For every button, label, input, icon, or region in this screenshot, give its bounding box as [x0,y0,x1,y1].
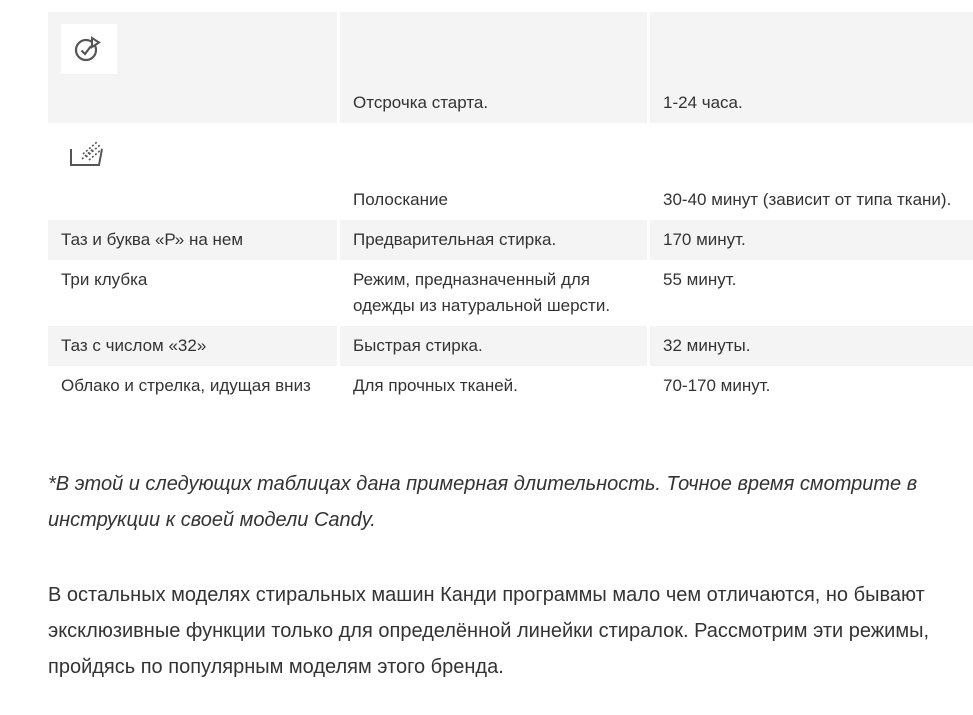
mode-name-cell: Полоскание [340,123,650,220]
table-cell [650,0,973,12]
mode-name-cell: Предварительная стирка. [340,220,650,260]
mode-duration-cell: 55 минут. [650,260,973,326]
wash-modes-table [48,0,973,406]
delay-start-icon [72,34,106,64]
mode-name-cell: Режим, предназначенный для одежды из натуральной шерсти. [340,260,650,326]
wash-modes-table-wrap [48,0,973,406]
mode-duration-cell: 30-40 минут (зависит от типа ткани). [650,123,973,220]
mode-symbol-cell: Облако и стрелка, идущая вниз [48,366,340,406]
mode-duration-cell: 32 минуты. [650,326,973,366]
mode-duration-cell: 170 минут. [650,220,973,260]
table-row [48,366,973,406]
table-cell-icon [48,123,340,220]
rinse-icon [69,139,105,169]
duration-footnote: *В этой и следующих таблицах дана примерная длительность. Точное время смотрите в инструкции к своей модели Candy. [48,473,918,531]
table-row [48,123,973,220]
table-cell-icon [48,12,340,123]
mode-name-cell: Отсрочка старта. [340,12,650,123]
table-row [48,326,973,366]
mode-symbol-cell: Таз и буква «Р» на нем [48,220,340,260]
article-paragraph: В остальных моделях стиральных машин Канди программы мало чем отличаются, но бывают эксклюзивные функции только для определённой линейки стиралок. Рассмотрим эти режимы, пройдясь по популярным моделям этого бренда. [48,584,930,678]
table-row [48,12,973,123]
mode-duration-cell: 70-170 минут. [650,366,973,406]
mode-symbol-cell: Таз с числом «32» [48,326,340,366]
table-row [48,260,973,326]
mode-symbol-cell: Три клубка [48,260,340,326]
table-cell [48,0,340,12]
mode-name-cell: Для прочных тканей. [340,366,650,406]
table-row [48,220,973,260]
mode-duration-cell: 1-24 часа. [650,12,973,123]
table-row [48,0,973,12]
mode-name-cell: Быстрая стирка. [340,326,650,366]
icon-frame [61,24,117,74]
table-cell [340,0,650,12]
